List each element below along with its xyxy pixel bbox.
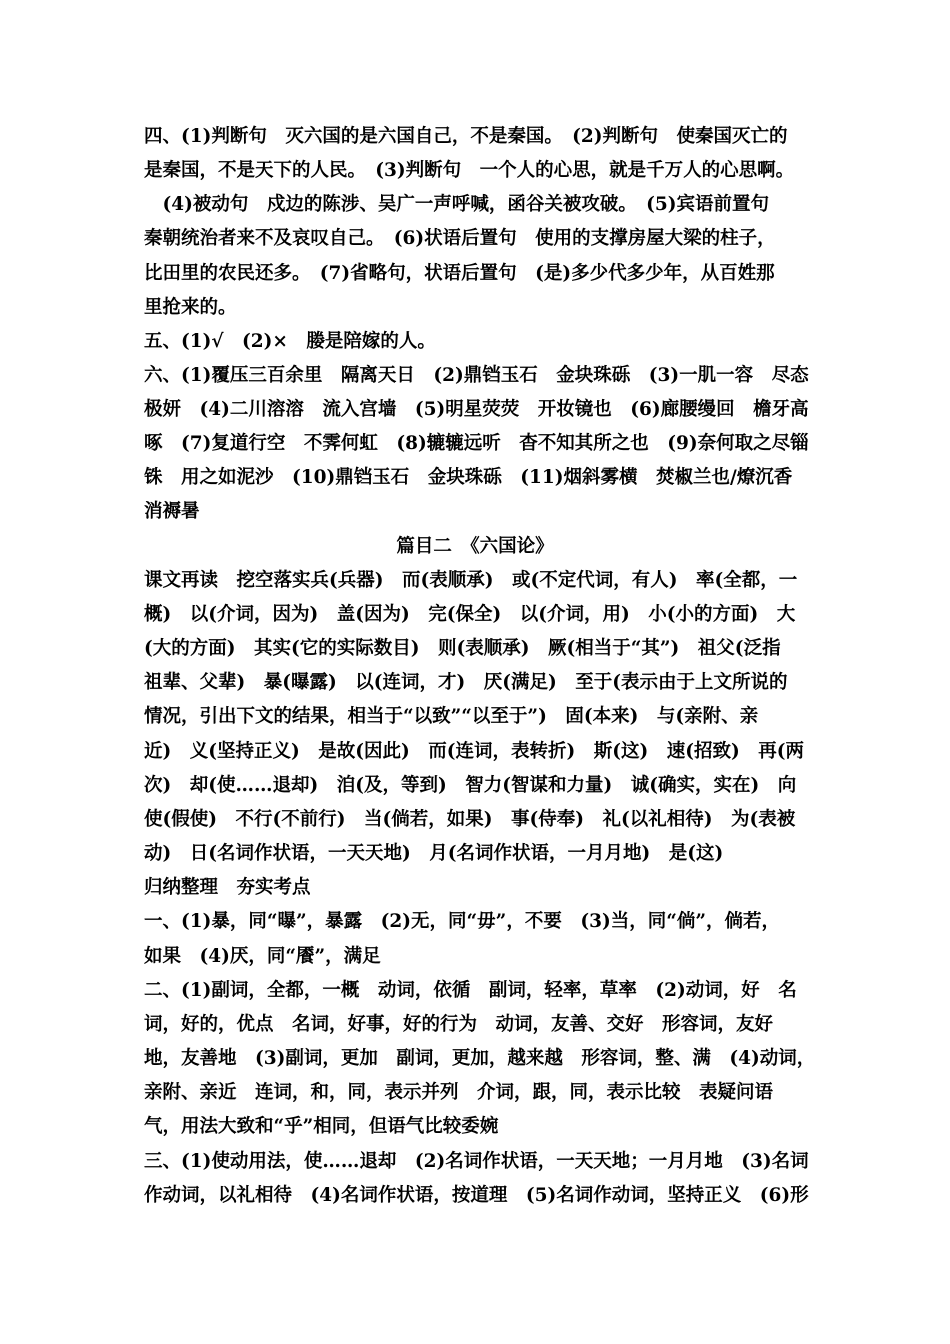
text-line: 是秦国，不是天下的人民。 (3)判断句 一个人的心思，就是千万人的心思啊。	[144, 160, 795, 181]
text-line: 气，用法大致和“乎”相同，但语气比较委婉	[144, 1116, 499, 1137]
text-line: 词，好的，优点 名词，好事，好的行为 动词，友善、交好 形容词，友好	[144, 1014, 774, 1035]
text-line: (大的方面) 其实(它的实际数目) 则(表顺承) 厥(相当于“其”) 祖父(泛指	[144, 638, 781, 659]
text-line: 如果 (4)厌，同“餍”，满足	[144, 946, 381, 967]
text-line: 三、(1)使动用法，使……退却 (2)名词作状语，一天天地；一月月地 (3)名词	[144, 1151, 809, 1172]
text-line: (4)被动句 戍边的陈涉、吴广一声呼喊，函谷关被攻破。 (5)宾语前置句	[144, 194, 770, 215]
text-line: 比田里的农民还多。 (7)省略句，状语后置句 (是)多少代多少年，从百姓那	[144, 263, 775, 284]
text-line: 次) 却(使……退却) 洎(及，等到) 智力(智谋和力量) 诚(确实，实在) 向	[144, 775, 797, 796]
text-line: 使(假使) 不行(不前行) 当(倘若，如果) 事(侍奉) 礼(以礼相待) 为(表被	[144, 809, 796, 830]
subsection-heading: 归纳整理 夯实考点	[144, 877, 311, 898]
text-line: 作动词，以礼相待 (4)名词作状语，按道理 (5)名词作动词，坚持正义 (6)形	[144, 1185, 809, 1206]
text-line: 地，友善地 (3)副词，更加 副词，更加，越来越 形容词，整、满 (4)动词，	[144, 1048, 816, 1069]
text-line: 概) 以(介词，因为) 盖(因为) 完(保全) 以(介词，用) 小(小的方面) 大	[144, 604, 796, 625]
text-line: 课文再读 挖空落实兵(兵器) 而(表顺承) 或(不定代词，有人) 率(全都，一	[144, 570, 798, 591]
text-line: 秦朝统治者来不及哀叹自己。 (6)状语后置句 使用的支撑房屋大梁的柱子，	[144, 228, 776, 249]
text-line: 里抢来的。	[144, 297, 237, 318]
text-line: 动) 日(名词作状语，一天天地) 月(名词作状语，一月月地) 是(这)	[144, 843, 724, 864]
section-heading: 篇目二 《六国论》	[396, 536, 554, 557]
text-line: 亲附、亲近 连词，和，同，表示并列 介词，跟，同，表示比较 表疑问语	[144, 1082, 774, 1103]
text-line: 祖辈、父辈) 暴(曝露) 以(连词，才) 厌(满足) 至于(表示由于上文所说的	[144, 672, 788, 693]
text-line: 六、(1)覆压三百余里 隔离天日 (2)鼎铛玉石 金块珠砾 (3)一肌一容 尽态	[144, 365, 809, 386]
text-line: 铢 用之如泥沙 (10)鼎铛玉石 金块珠砾 (11)烟斜雾横 焚椒兰也/燎沉香	[144, 467, 793, 488]
text-line: 一、(1)暴，同“曝”，暴露 (2)无，同“毋”，不要 (3)当，同“倘”，倘若，	[144, 911, 780, 932]
text-line: 五、(1)√ (2)× 媵是陪嫁的人。	[144, 331, 436, 352]
text-line: 四、(1)判断句 灭六国的是六国自己，不是秦国。 (2)判断句 使秦国灭亡的	[144, 126, 788, 147]
text-line: 消褥暑	[144, 501, 200, 522]
text-line: 近) 义(坚持正义) 是故(因此) 而(连词，表转折) 斯(这) 速(招致) 再(两	[144, 741, 805, 762]
text-line: 啄 (7)复道行空 不霁何虹 (8)辘辘远听 杳不知其所之也 (9)奈何取之尽锱	[144, 433, 809, 454]
text-line: 情况，引出下文的结果，相当于“以致”“以至于”) 固(本来) 与(亲附、亲	[144, 706, 759, 727]
text-line: 二、(1)副词，全都，一概 动词，依循 副词，轻率，草率 (2)动词，好 名	[144, 980, 797, 1001]
text-line: 极妍 (4)二川溶溶 流入宫墙 (5)明星荧荧 开妆镜也 (6)廊腰缦回 檐牙高	[144, 399, 809, 420]
